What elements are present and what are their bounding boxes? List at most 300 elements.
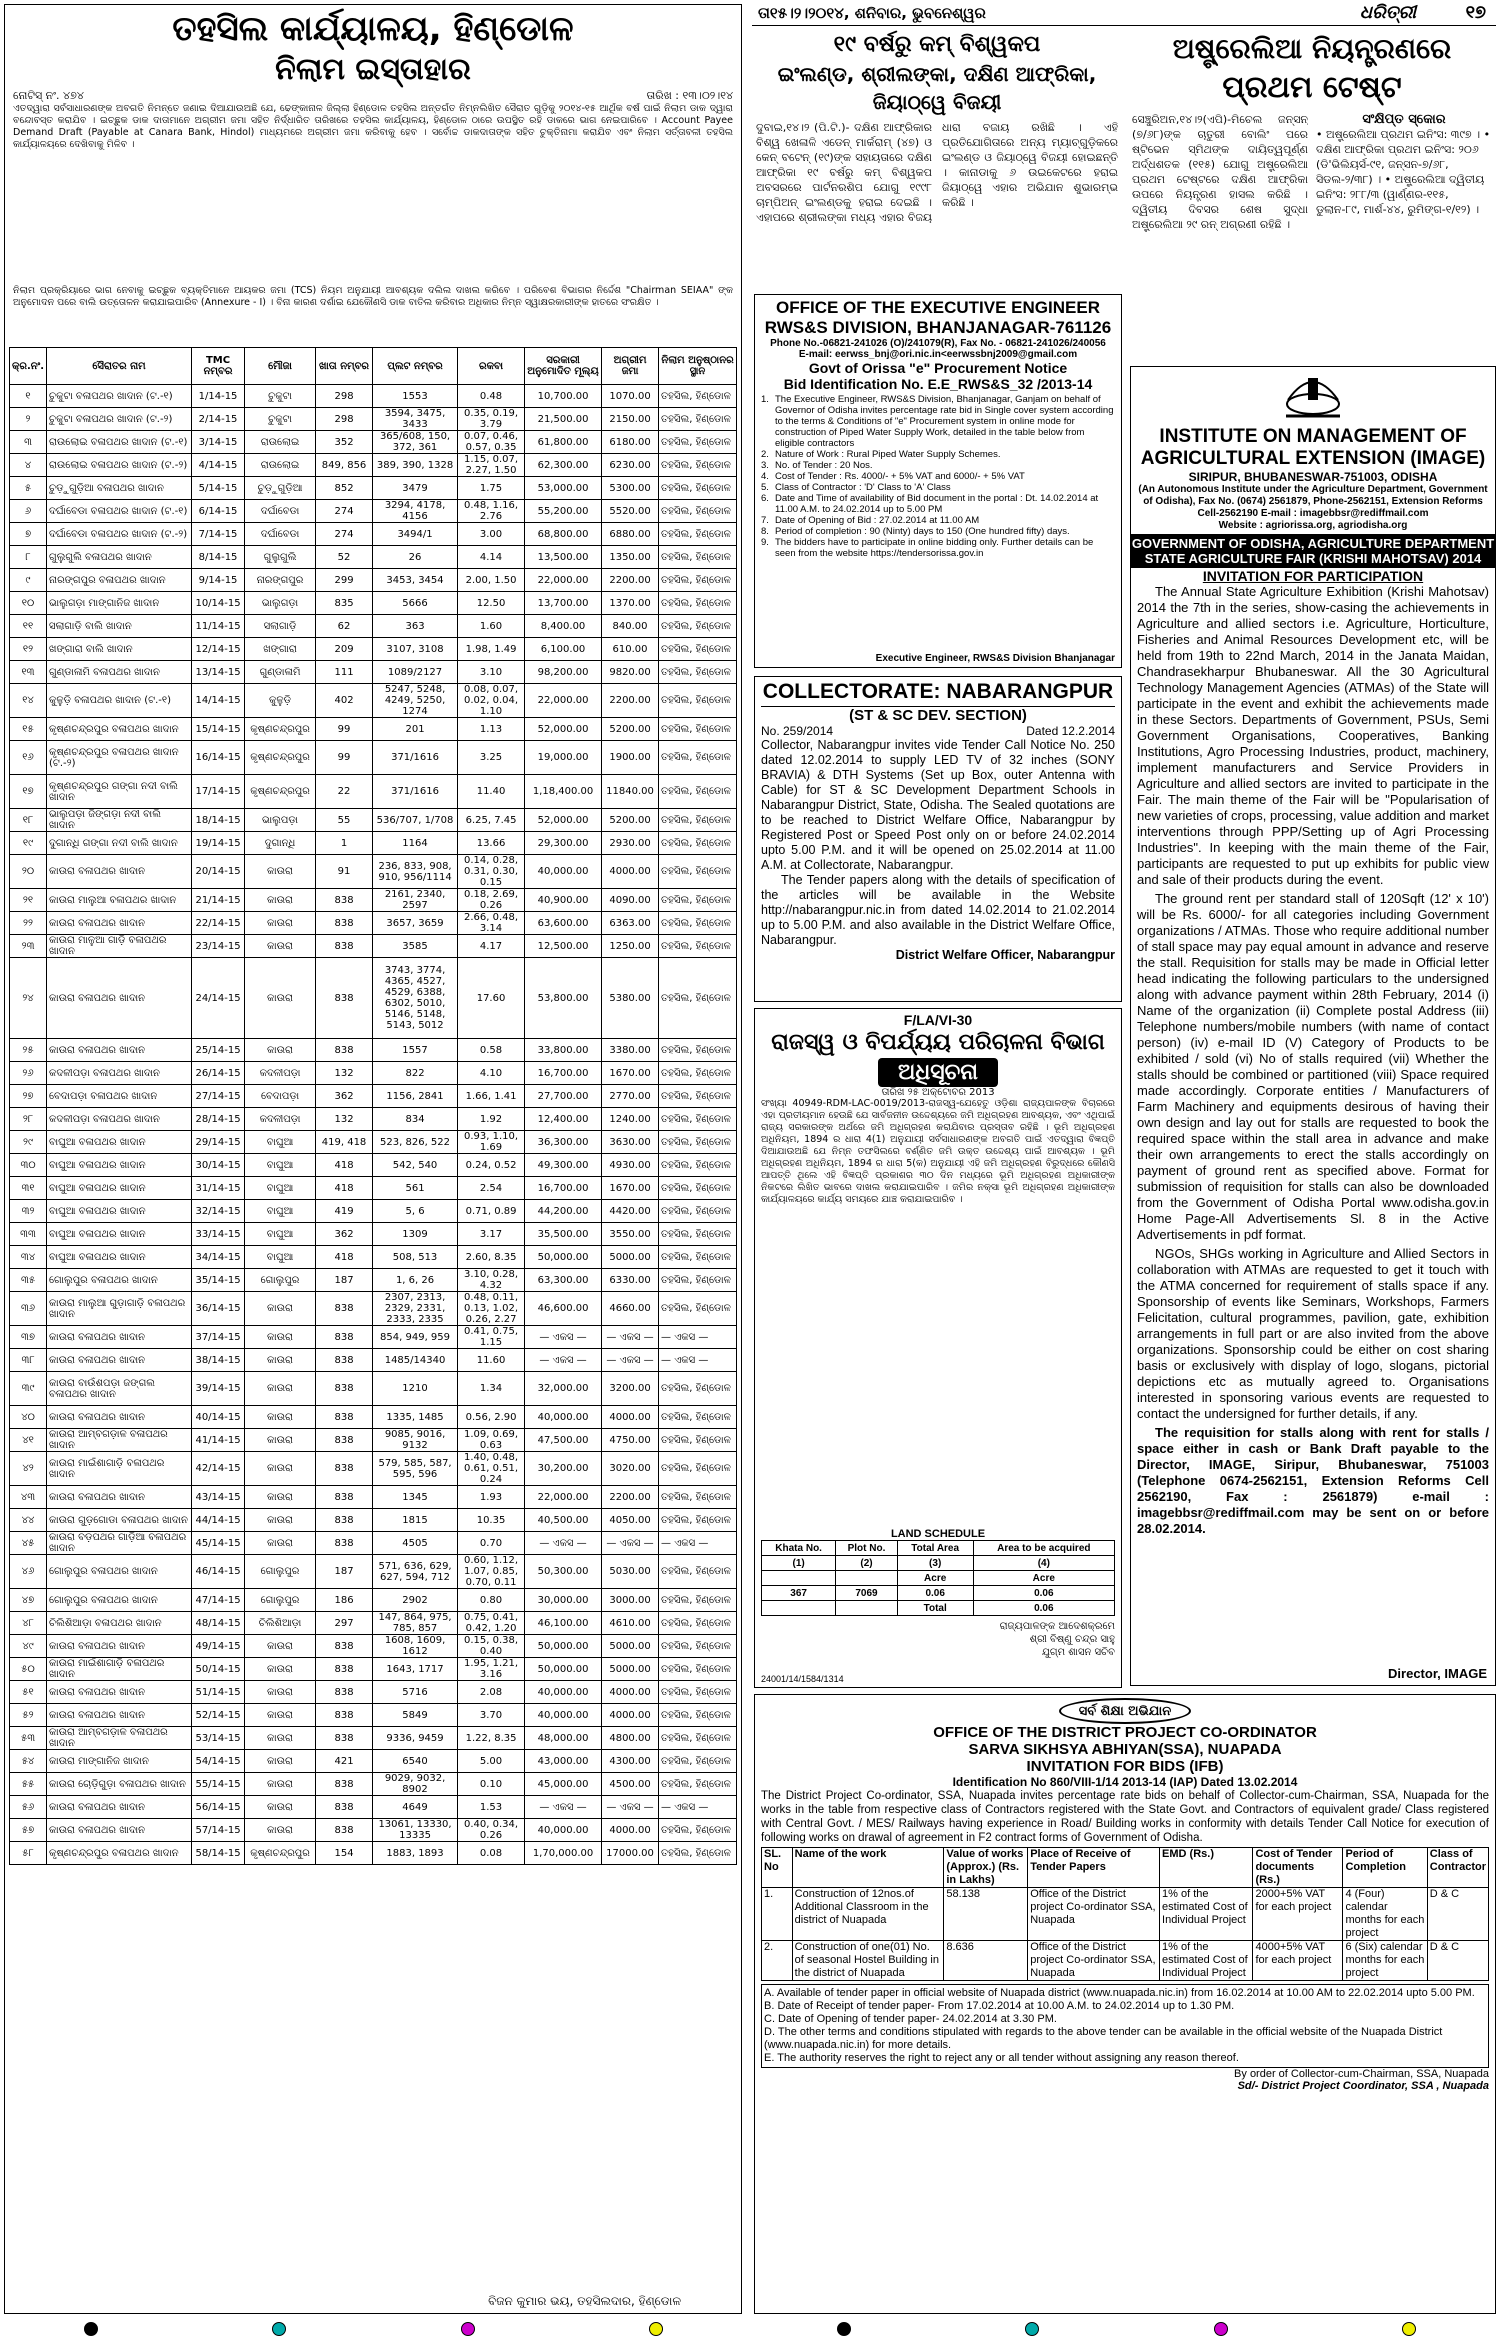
auction-cell: 389, 390, 1328 bbox=[373, 454, 458, 477]
ifb-cell: 1. bbox=[762, 1888, 793, 1941]
rwss-phone: Phone No.-06821-241026 (O)/241079(R), Fax No. - 06821-241026/240056 bbox=[770, 338, 1106, 349]
auction-col-header: କ୍ର.ନଂ. bbox=[10, 348, 47, 385]
auction-cell: 44,200.00 bbox=[525, 1200, 602, 1223]
auction-cell: ୧ bbox=[10, 385, 47, 408]
auction-row bbox=[10, 1406, 737, 1429]
auction-cell: 0.08 bbox=[458, 1842, 525, 1865]
auction-cell: 55,200.00 bbox=[525, 500, 602, 523]
auction-cell: 36/14-15 bbox=[192, 1292, 245, 1326]
auction-cell: ତହସିଲ, ହିଣ୍ଡୋଳ bbox=[659, 500, 737, 523]
auction-cell: 4/14-15 bbox=[192, 454, 245, 477]
auction-cell: ୬ bbox=[10, 500, 47, 523]
ssa-note: E. The authority reserves the right to reject any or all tender without assigning any reason thereof. bbox=[764, 2052, 1239, 2064]
land-schedule-title: LAND SCHEDULE bbox=[890, 1528, 986, 1540]
auction-cell: କାଉରା ବାଉଁଶପଡ଼ା ଜଙ୍ଗଲ ବଳାପଥର ଖାଦାନ bbox=[47, 1372, 192, 1406]
revenue-sign-1: ରାଜ୍ୟପାଳଙ୍କ ଆଦେଶକ୍ରମେ bbox=[999, 1621, 1115, 1632]
land-cell: 0.06 bbox=[973, 1586, 1114, 1601]
auction-cell: 838 bbox=[316, 1532, 373, 1555]
auction-cell: 52 bbox=[316, 546, 373, 569]
auction-row bbox=[10, 1177, 737, 1200]
auction-cell: 2200.00 bbox=[602, 684, 659, 718]
auction-cell: 10,700.00 bbox=[525, 385, 602, 408]
auction-cell: 50/14-15 bbox=[192, 1658, 245, 1681]
auction-cell: 45,000.00 bbox=[525, 1773, 602, 1796]
auction-cell: କାଉରା bbox=[245, 1796, 316, 1819]
auction-row bbox=[10, 1681, 737, 1704]
auction-cell: 0.48, 0.11, 0.13, 1.02, 0.26, 2.27 bbox=[458, 1292, 525, 1326]
auction-cell: 24/14-15 bbox=[192, 958, 245, 1039]
auction-row bbox=[10, 1269, 737, 1292]
auction-cell: 0.48 bbox=[458, 385, 525, 408]
auction-cell: 0.56, 2.90 bbox=[458, 1406, 525, 1429]
auction-cell: ତହସିଲ, ହିଣ୍ଡୋଳ bbox=[659, 1589, 737, 1612]
auction-cell: 1370.00 bbox=[602, 592, 659, 615]
rwss-item-text: Cost of Tender : Rs. 4000/- + 5% VAT and 6000/- + 5% VAT bbox=[775, 471, 1025, 482]
land-cell: 0.06 bbox=[897, 1586, 973, 1601]
auction-cell: 40,000.00 bbox=[525, 1704, 602, 1727]
auction-cell: 838 bbox=[316, 1635, 373, 1658]
auction-cell: ତହସିଲ, ହିଣ୍ଡୋଳ bbox=[659, 1658, 737, 1681]
auction-row bbox=[10, 1589, 737, 1612]
auction-cell: କଦଳୀପଡ଼ା bbox=[245, 1062, 316, 1085]
auction-cell: କାଉରା ବଳାପଥର ଖାଦାନ bbox=[47, 1635, 192, 1658]
auction-cell: 0.41, 0.75, 1.15 bbox=[458, 1326, 525, 1349]
auction-cell: — ଏକସ — bbox=[602, 1796, 659, 1819]
auction-cell: ଦୁଗାନ୍ଧି ଗଙ୍ଗା ନଦୀ ବାଲି ଖାଦାନ bbox=[47, 832, 192, 855]
auction-cell: କୃଷ୍ଣଚନ୍ଦ୍ରପୁର ଗଙ୍ଗା ନଦୀ ବାଲି ଖାଦାନ bbox=[47, 775, 192, 809]
auction-row bbox=[10, 1246, 737, 1269]
auction-cell: ତହସିଲ, ହିଣ୍ଡୋଳ bbox=[659, 1131, 737, 1154]
auction-cell: ୧୦ bbox=[10, 592, 47, 615]
auction-cell: ବାଘୁଆ ବଳାପଥର ଖାଦାନ bbox=[47, 1154, 192, 1177]
auction-cell: 9336, 9459 bbox=[373, 1727, 458, 1750]
issue-date: ତା୧୫।୨।୨୦୧୪, ଶନିବାର, ଭୁବନେଶ୍ୱର bbox=[758, 4, 986, 22]
auction-cell: 1485/14340 bbox=[373, 1349, 458, 1372]
ifb-cell: 58.138 bbox=[944, 1888, 1028, 1941]
auction-cell: 7/14-15 bbox=[192, 523, 245, 546]
auction-col-header: ନିଲାମ ଅନୁଷ୍ଠାନର ସ୍ଥାନ bbox=[659, 348, 737, 385]
auction-cell: ୪୦ bbox=[10, 1406, 47, 1429]
auction-cell: ୧୮ bbox=[10, 809, 47, 832]
auction-col-header: ସୈରାତର ନାମ bbox=[47, 348, 192, 385]
auction-cell: କାଉରା ମାଇଁଶାଗାଡ଼ି ବଳାପଥର ଖାଦାନ bbox=[47, 1452, 192, 1486]
auction-cell: ୩୬ bbox=[10, 1292, 47, 1326]
rwss-item-number: 6. bbox=[761, 493, 769, 504]
auction-cell: 2930.00 bbox=[602, 832, 659, 855]
auction-cell: 53/14-15 bbox=[192, 1727, 245, 1750]
auction-cell: 838 bbox=[316, 1796, 373, 1819]
auction-cell: ତହସିଲ, ହିଣ୍ଡୋଳ bbox=[659, 1372, 737, 1406]
auction-cell: ରାଉଲୋଇ bbox=[245, 431, 316, 454]
auction-cell: ଚୁଡ଼ୁଗୁଡ଼ିଆ ବଳାପଥର ଖାଦାନ bbox=[47, 477, 192, 500]
auction-cell: 17/14-15 bbox=[192, 775, 245, 809]
auction-cell: 838 bbox=[316, 1292, 373, 1326]
auction-cell: ସଲାଗାଡ଼ି ବାଲି ଖାଦାନ bbox=[47, 615, 192, 638]
auction-col-header: ଖାତା ନମ୍ବର bbox=[316, 348, 373, 385]
auction-cell: ବାଘୁଆ ବଳାପଥର ଖାଦାନ bbox=[47, 1131, 192, 1154]
auction-cell: 11.60 bbox=[458, 1349, 525, 1372]
auction-cell: 6.25, 7.45 bbox=[458, 809, 525, 832]
auction-cell: 12,500.00 bbox=[525, 935, 602, 958]
auction-cell: 2/14-15 bbox=[192, 408, 245, 431]
auction-row bbox=[10, 1819, 737, 1842]
auction-cell: 3594, 3475, 3433 bbox=[373, 408, 458, 431]
auction-row bbox=[10, 1842, 737, 1865]
auction-cell: 26/14-15 bbox=[192, 1062, 245, 1085]
auction-cell: ତହସିଲ, ହିଣ୍ଡୋଳ bbox=[659, 523, 737, 546]
land-schedule-table bbox=[761, 1540, 1115, 1616]
auction-cell: କାଉରା bbox=[245, 1727, 316, 1750]
auction-cell: 21/14-15 bbox=[192, 889, 245, 912]
auction-cell: ତହସିଲ, ହିଣ୍ଡୋଳ bbox=[659, 1085, 737, 1108]
rwss-item-number: 1. bbox=[761, 394, 769, 405]
auction-row bbox=[10, 1727, 737, 1750]
auction-cell: 43/14-15 bbox=[192, 1486, 245, 1509]
auction-cell: ତହସିଲ, ହିଣ୍ଡୋଳ bbox=[659, 569, 737, 592]
auction-cell: 852 bbox=[316, 477, 373, 500]
auction-cell: 51/14-15 bbox=[192, 1681, 245, 1704]
auction-cell: 838 bbox=[316, 1727, 373, 1750]
ifb-cell: 6 (Six) calendar months for each project bbox=[1343, 1941, 1427, 1981]
auction-row bbox=[10, 1108, 737, 1131]
rwss-item-number: 8. bbox=[761, 526, 769, 537]
test-headline-1: ଅଷ୍ଟ୍ରେଲିଆ ନିୟନ୍ତ୍ରଣରେ bbox=[1172, 32, 1452, 65]
auction-cell: 12.50 bbox=[458, 592, 525, 615]
auction-cell: ତହସିଲ, ହିଣ୍ଡୋଳ bbox=[659, 1681, 737, 1704]
auction-cell: 56/14-15 bbox=[192, 1796, 245, 1819]
auction-cell: 3657, 3659 bbox=[373, 912, 458, 935]
auction-cell: 1.22, 8.35 bbox=[458, 1727, 525, 1750]
image-body-2: The ground rent per standard stall of 120Sqft (12' x 10') will be Rs. 6000/- for all categories including Government organizations / ATMAs. Those who require additional number of stall space may pay equal amount in advance and reserve the stall. Requisition for stalls may be made in Official letter head indicating the following particulars to the undersigned along with advance payment within 28th February, 2014 (i) Name of the organization (ii) Complete postal Address (iii) Telephone numbers/mobile numbers (with name of contact person) (iv) e-mail ID (V) Category of Products to be exhibited / sold (vi) No of stalls required (vii) Whether the stalls should be combined or partitioned (viii) Space required made accordingly. Corporate entities / Manufacturers of Farm Machinery and equipments desirous of having their own design and lay out for stalls are requested to book the required space within the stall area in advance and make their own arrangements to erect the stalls accordingly on payment of ground rent as specified above. Format for submission of requisition for stalls can also be downloaded from the Government of Odisha Portal www.odisha.gov.in Home Page-All Advertisements Sl. 8 in the Active Advertisements in pdf format. bbox=[1137, 891, 1489, 1242]
auction-cell: 61,800.00 bbox=[525, 431, 602, 454]
auction-cell: କାଉରା ମାଙ୍ଗାନିଜ ଖାଦାନ bbox=[47, 1750, 192, 1773]
auction-cell: 16,700.00 bbox=[525, 1062, 602, 1085]
auction-row bbox=[10, 855, 737, 889]
auction-cell: ୧୭ bbox=[10, 775, 47, 809]
rwss-item-text: Nature of Work : Rural Piped Water Supply Schemes. bbox=[775, 449, 1001, 460]
auction-cell: ତହସିଲ, ହିଣ୍ଡୋଳ bbox=[659, 1555, 737, 1589]
auction-cell: କାଉରା ଆମ୍ବଗଡ଼ାଳ ବଳାପଥର ଖାଦାନ bbox=[47, 1429, 192, 1452]
auction-cell: ୩୧ bbox=[10, 1177, 47, 1200]
auction-col-header: ରକବା bbox=[458, 348, 525, 385]
auction-cell: 62,300.00 bbox=[525, 454, 602, 477]
auction-cell: ୨୫ bbox=[10, 1039, 47, 1062]
auction-cell: କଦଳୀପଡ଼ା bbox=[245, 1108, 316, 1131]
auction-cell: — ଏକସ — bbox=[659, 1532, 737, 1555]
auction-cell: କାଉରା ବଡ଼ପଥର ଗାଡ଼ିଆ ବଳାପଥର ଖାଦାନ bbox=[47, 1532, 192, 1555]
auction-cell: 5000.00 bbox=[602, 1658, 659, 1681]
auction-cell: 542, 540 bbox=[373, 1154, 458, 1177]
auction-row bbox=[10, 385, 737, 408]
auction-cell: 35,500.00 bbox=[525, 1223, 602, 1246]
auction-cell: କାଉରା bbox=[245, 1429, 316, 1452]
auction-cell: ତହସିଲ, ହିଣ୍ଡୋଳ bbox=[659, 1727, 737, 1750]
auction-cell: 5.00 bbox=[458, 1750, 525, 1773]
auction-cell: 2.54 bbox=[458, 1177, 525, 1200]
auction-cell: 29/14-15 bbox=[192, 1131, 245, 1154]
auction-cell: 365/608, 150, 372, 361 bbox=[373, 431, 458, 454]
auction-cell: ଦୁଗାନ୍ଧି bbox=[245, 832, 316, 855]
auction-row bbox=[10, 1429, 737, 1452]
revenue-sign-3: ଯୁଗ୍ମ ଶାସନ ସଚିବ bbox=[1041, 1647, 1115, 1658]
land-total bbox=[762, 1601, 836, 1616]
auction-cell: 838 bbox=[316, 1658, 373, 1681]
ifb-col-header: EMD (Rs.) bbox=[1160, 1848, 1253, 1888]
auction-cell: ଚୁକୁଟା bbox=[245, 385, 316, 408]
rwss-item bbox=[761, 471, 1115, 482]
auction-cell: 418 bbox=[316, 1246, 373, 1269]
auction-cell: 13/14-15 bbox=[192, 661, 245, 684]
auction-cell: 40,000.00 bbox=[525, 1819, 602, 1842]
auction-cell: 0.14, 0.28, 0.31, 0.30, 0.15 bbox=[458, 855, 525, 889]
auction-cell: ଗୋଲୁପୁର bbox=[245, 1269, 316, 1292]
auction-cell: କାଉରା bbox=[245, 1704, 316, 1727]
auction-row bbox=[10, 1796, 737, 1819]
auction-cell: 419, 418 bbox=[316, 1131, 373, 1154]
auction-cell: ସଲାଗାଡ଼ି bbox=[245, 615, 316, 638]
notice-date: ତାରିଖ : ୧୩।୦୨।୧୪ bbox=[646, 89, 733, 102]
auction-cell: 55/14-15 bbox=[192, 1773, 245, 1796]
auction-cell: 4300.00 bbox=[602, 1750, 659, 1773]
auction-cell: 0.08, 0.07, 0.02, 0.04, 1.10 bbox=[458, 684, 525, 718]
auction-cell: କୃଷ୍ଣଚନ୍ଦ୍ରପୁର bbox=[245, 741, 316, 775]
auction-cell: ୫୫ bbox=[10, 1773, 47, 1796]
ssa-note: B. Date of Receipt of tender paper- From 17.02.2014 at 10.00 A.M. to 24.02.2014 up to 1.30 PM. bbox=[764, 2000, 1235, 2012]
auction-cell: ୨ bbox=[10, 408, 47, 431]
auction-cell: 4000.00 bbox=[602, 1681, 659, 1704]
auction-row bbox=[10, 1085, 737, 1108]
ifb-col-header: Cost of Tender documents (Rs.) bbox=[1253, 1848, 1343, 1888]
auction-cell: 0.60, 1.12, 1.07, 0.85, 0.70, 0.11 bbox=[458, 1555, 525, 1589]
auction-cell: 0.93, 1.10, 1.69 bbox=[458, 1131, 525, 1154]
auction-cell: ଚୁକୁଟା bbox=[245, 408, 316, 431]
auction-cell: ଦର୍ଘାବେଡା ବଳାପଥର ଖାଦାନ (ଟ.-୨) bbox=[47, 523, 192, 546]
auction-cell: ତହସିଲ, ହିଣ୍ଡୋଳ bbox=[659, 1154, 737, 1177]
auction-cell: 22,000.00 bbox=[525, 1486, 602, 1509]
auction-cell: 5/14-15 bbox=[192, 477, 245, 500]
ssa-title-3: INVITATION FOR BIDS (IFB) bbox=[1026, 1758, 1224, 1775]
auction-cell: ୫୬ bbox=[10, 1796, 47, 1819]
auction-cell: 4800.00 bbox=[602, 1727, 659, 1750]
auction-cell: 3630.00 bbox=[602, 1131, 659, 1154]
land-idx: (2) bbox=[836, 1556, 897, 1571]
auction-row bbox=[10, 1704, 737, 1727]
auction-cell: କାଉରା bbox=[245, 1292, 316, 1326]
collectorate-no: No. 259/2014 bbox=[761, 724, 834, 738]
auction-cell: 838 bbox=[316, 889, 373, 912]
auction-cell: ୨୦ bbox=[10, 855, 47, 889]
auction-cell: 299 bbox=[316, 569, 373, 592]
auction-cell: କାଉରା ମାଳୁଆ ଗାଡ଼ି ବଳାପଥର ଖାଦାନ bbox=[47, 935, 192, 958]
auction-col-header: ଅଗ୍ରୀମ ଜମା bbox=[602, 348, 659, 385]
auction-cell: ୧୧ bbox=[10, 615, 47, 638]
auction-cell: ଚୁକୁଟା ବଳାପଥର ଖାଦାନ (ଟ.-୧) bbox=[47, 385, 192, 408]
auction-cell: 840.00 bbox=[602, 615, 659, 638]
auction-cell: 17000.00 bbox=[602, 1842, 659, 1865]
ifb-table bbox=[761, 1847, 1489, 1981]
ssa-note: D. The other terms and conditions stipulated with regards to the above tender can be available in the official website of the Nuapada District (www.nuapada.nic.in) for more details. bbox=[764, 2026, 1443, 2051]
auction-cell: 1.15, 0.07, 2.27, 1.50 bbox=[458, 454, 525, 477]
registration-mark-icon bbox=[1025, 2322, 1039, 2336]
auction-cell: 274 bbox=[316, 500, 373, 523]
auction-cell: ତହସିଲ, ହିଣ୍ଡୋଳ bbox=[659, 1292, 737, 1326]
ssa-notice bbox=[754, 1694, 1496, 2314]
auction-row bbox=[10, 1200, 737, 1223]
auction-cell: 5666 bbox=[373, 592, 458, 615]
auction-cell: ୨୪ bbox=[10, 958, 47, 1039]
revenue-subtitle: ଅଧିସୂଚନା bbox=[878, 1058, 998, 1087]
cricket-headline-2: ଇଂଲଣ୍ଡ, ଶ୍ରୀଲଙ୍କା, ଦକ୍ଷିଣ ଆଫ୍ରିକା, ଜିୟାଠ୍ୱେ ବିଜୟୀ bbox=[777, 62, 1097, 114]
auction-cell: 1.92 bbox=[458, 1108, 525, 1131]
auction-cell: ଗୋଲୁପୁର ବଳାପଥର ଖାଦାନ bbox=[47, 1589, 192, 1612]
auction-cell: 236, 833, 908, 910, 956/1114 bbox=[373, 855, 458, 889]
auction-cell: କାଉରା bbox=[245, 1681, 316, 1704]
land-unit: Acre bbox=[973, 1571, 1114, 1586]
image-address: SIRIPUR, BHUBANESWAR-751003, ODISHA bbox=[1188, 470, 1438, 484]
auction-cell: 352 bbox=[316, 431, 373, 454]
auction-cell: ତହସିଲ, ହିଣ୍ଡୋଳ bbox=[659, 1612, 737, 1635]
auction-row bbox=[10, 1372, 737, 1406]
auction-cell: ତହସିଲ, ହିଣ୍ଡୋଳ bbox=[659, 638, 737, 661]
auction-cell: — ଏକସ — bbox=[525, 1796, 602, 1819]
auction-cell: 3/14-15 bbox=[192, 431, 245, 454]
rwss-item-number: 4. bbox=[761, 471, 769, 482]
auction-cell: 418 bbox=[316, 1177, 373, 1200]
auction-header-row bbox=[10, 348, 737, 385]
auction-row bbox=[10, 1154, 737, 1177]
image-autonomous: (An Autonomous Institute under the Agriculture Department, Government of Odisha), Fax No. (0674) 2561879, Phone-2562151, Extension Reforms Cell-2562190 E-mail : imagebbsr@rediffmail.com bbox=[1138, 484, 1488, 519]
rwss-title-2: RWS&S DIVISION, BHANJANAGAR-761126 bbox=[764, 318, 1112, 337]
test-body: ସେଞ୍ଚୁରିଅନ,୧୪।୨(ଏପି)-ମିଚେଲ ଜନ୍‌ସନ୍ (୭/୬୮)ଙ୍କ ଚାତୁରୀ ବୋଲିଂ ପରେ ଷ୍ଟିଭେନ ସ୍ମିଥଙ୍କ ଦାୟିତ୍ୱପୂର୍ଣ୍ଣ ଅର୍ଦ୍ଧଶତକ (୧୧୫) ଯୋଗୁ ଅଷ୍ଟ୍ରେଲିଆ ପ୍ରଥମ ଟେଷ୍ଟରେ ଦକ୍ଷିଣ ଆଫ୍ରିକା ଉପରେ ନିୟନ୍ତ୍ରଣ ହାସଲ କରିଛି । ଦ୍ୱିତୀୟ ଦିବସର ଶେଷ ସୁଦ୍ଧା ଅଷ୍ଟ୍ରେଲିଆ ୨୯ ରନ୍ ଅଗ୍ରଣୀ ରହିଛି । bbox=[1132, 113, 1308, 231]
auction-cell: କାଉରା ବଳାପଥର ଖାଦାନ bbox=[47, 1681, 192, 1704]
auction-cell: ୫ bbox=[10, 477, 47, 500]
auction-cell: ୧୫ bbox=[10, 718, 47, 741]
test-headline-2: ପ୍ରଥମ ଟେଷ୍ଟ bbox=[1222, 70, 1402, 105]
auction-cell: 3107, 3108 bbox=[373, 638, 458, 661]
auction-cell: ଦର୍ଘାବେଡା ବଳାପଥର ଖାଦାନ (ଟ.-୧) bbox=[47, 500, 192, 523]
auction-cell: 3453, 3454 bbox=[373, 569, 458, 592]
auction-cell: 838 bbox=[316, 912, 373, 935]
rwss-item-text: Period of completion : 90 (Ninty) days to 150 (One hundred fifty) days. bbox=[775, 526, 1070, 537]
auction-cell: ଗୋଲୁପୁର bbox=[245, 1589, 316, 1612]
auction-cell: 15/14-15 bbox=[192, 718, 245, 741]
auction-cell: 835 bbox=[316, 592, 373, 615]
revenue-notice bbox=[754, 1008, 1122, 1688]
auction-cell: ୪୪ bbox=[10, 1509, 47, 1532]
auction-cell: 132 bbox=[316, 1108, 373, 1131]
ssa-title-2: SARVA SIKHSYA ABHIYAN(SSA), NUAPADA bbox=[968, 1741, 1282, 1758]
auction-row bbox=[10, 809, 737, 832]
auction-cell: — ଏକସ — bbox=[525, 1326, 602, 1349]
auction-row bbox=[10, 477, 737, 500]
auction-cell: 6880.00 bbox=[602, 523, 659, 546]
auction-cell: 419 bbox=[316, 1200, 373, 1223]
collectorate-section: (ST & SC DEV. SECTION) bbox=[849, 707, 1027, 724]
auction-cell: 1350.00 bbox=[602, 546, 659, 569]
auction-cell: ରାଉଲୋଇ ବଳାପଥର ଖାଦାନ (ଟ.-୨) bbox=[47, 454, 192, 477]
auction-cell: କାଉରା bbox=[245, 855, 316, 889]
auction-cell: 0.18, 2.69, 0.26 bbox=[458, 889, 525, 912]
auction-cell: ତହସିଲ, ହିଣ୍ଡୋଳ bbox=[659, 1269, 737, 1292]
auction-cell: 371/1616 bbox=[373, 741, 458, 775]
auction-row bbox=[10, 1509, 737, 1532]
ssa-note: A. Available of tender paper in official website of Nuapada district (www.nuapada.nic.in) from 16.02.2014 at 10.00 AM to 22.02.2014 upto 5.00 PM. bbox=[764, 1987, 1475, 1999]
auction-cell: 3294, 4178, 4156 bbox=[373, 500, 458, 523]
auction-cell: 46,100.00 bbox=[525, 1612, 602, 1635]
auction-cell: 838 bbox=[316, 958, 373, 1039]
ifb-cell: 2. bbox=[762, 1941, 793, 1981]
auction-cell: ଚିଲିଶିଆଡ଼ା bbox=[245, 1612, 316, 1635]
registration-mark-icon bbox=[461, 2322, 475, 2336]
auction-cell: 371/1616 bbox=[373, 775, 458, 809]
land-idx: (3) bbox=[897, 1556, 973, 1571]
rwss-item-text: Date and Time of availability of Bid document in the portal : Dt. 14.02.2014 at 11.00 A.M. to 24.02.2014 up to 5.00 PM bbox=[775, 493, 1099, 515]
auction-cell: 6,100.00 bbox=[525, 638, 602, 661]
auction-cell: ଚିଲିଶିଆଡ଼ା ବଳାପଥର ଖାଦାନ bbox=[47, 1612, 192, 1635]
auction-cell: ୩୮ bbox=[10, 1349, 47, 1372]
rwss-item-text: No. of Tender : 20 Nos. bbox=[775, 460, 873, 471]
auction-cell: 32,000.00 bbox=[525, 1372, 602, 1406]
auction-row bbox=[10, 1532, 737, 1555]
auction-cell: 0.10 bbox=[458, 1773, 525, 1796]
auction-cell: ଖଙ୍ଗାରା bbox=[245, 638, 316, 661]
auction-cell: 33/14-15 bbox=[192, 1223, 245, 1246]
auction-cell: ବାଘୁଆ ବଳାପଥର ଖାଦାନ bbox=[47, 1177, 192, 1200]
auction-cell: ତହସିଲ, ହିଣ୍ଡୋଳ bbox=[659, 958, 737, 1039]
auction-cell: କାଉରା bbox=[245, 1406, 316, 1429]
auction-cell: 610.00 bbox=[602, 638, 659, 661]
auction-cell: 4750.00 bbox=[602, 1429, 659, 1452]
auction-cell: ୫୨ bbox=[10, 1704, 47, 1727]
image-title-1: INSTITUTE ON MANAGEMENT OF bbox=[1159, 426, 1467, 447]
auction-cell: — ଏକସ — bbox=[525, 1532, 602, 1555]
auction-cell: ତହସିଲ, ହିଣ୍ଡୋଳ bbox=[659, 546, 737, 569]
auction-cell: ବାଘୁଆ bbox=[245, 1177, 316, 1200]
auction-cell: 2.60, 8.35 bbox=[458, 1246, 525, 1269]
auction-cell: କାଉରା bbox=[245, 889, 316, 912]
auction-cell: ୫୦ bbox=[10, 1658, 47, 1681]
auction-row bbox=[10, 431, 737, 454]
auction-cell: 838 bbox=[316, 1704, 373, 1727]
auction-cell: 4660.00 bbox=[602, 1292, 659, 1326]
auction-cell: 854, 949, 959 bbox=[373, 1326, 458, 1349]
rwss-item bbox=[761, 460, 1115, 471]
ifb-col-header: Class of Contractor bbox=[1427, 1848, 1488, 1888]
auction-cell: 4.17 bbox=[458, 935, 525, 958]
auction-cell: କୁଳୁଡ଼ି bbox=[245, 684, 316, 718]
auction-cell: 4000.00 bbox=[602, 855, 659, 889]
tahasil-body-2: ନିଲାମ ପ୍ରକ୍ରିୟାରେ ଭାଗ ନେବାକୁ ଇଚ୍ଛୁକ ବ୍ୟକ୍ତିମାନେ ଆୟକର ଜମା (TCS) ନିୟମ ଅନୁଯାୟୀ ଆବଶ୍ୟକ ଦଲିଲ ଦାଖଲ କରିବେ । ପରିବେଶ ବିଭାଗର ନିର୍ଦ୍ଦେଶ "Chairman SEIAA" ଙ୍କ ଅନୁମୋଦନ ପରେ ବାଲି ଉତ୍ତୋଳନ କରାଯାଇପାରିବ (Annexure - I) । ବିନା କାରଣ ଦର୍ଶାଇ ଯେକୌଣସି ଡାକ ବାତିଲ କରିବାର ଅଧିକାର ନିମ୍ନ ସ୍ୱାକ୍ଷରକାରୀଙ୍କ ହାତରେ ସଂରକ୍ଷିତ । bbox=[13, 285, 733, 308]
auction-cell: 20/14-15 bbox=[192, 855, 245, 889]
rwss-item bbox=[761, 493, 1115, 515]
auction-cell: କାଉରା bbox=[245, 1326, 316, 1349]
auction-cell: ୪୨ bbox=[10, 1452, 47, 1486]
auction-cell: 2.08 bbox=[458, 1681, 525, 1704]
auction-cell: ୩୨ bbox=[10, 1200, 47, 1223]
ifb-cell: 4 (Four) calendar months for each project bbox=[1343, 1888, 1427, 1941]
auction-cell: 2902 bbox=[373, 1589, 458, 1612]
auction-cell: ଭାଲୁପଡ଼ା bbox=[245, 809, 316, 832]
rwss-item-text: Class of Contractor : 'D' Class to 'A' Class bbox=[775, 482, 951, 493]
land-head-plot: Plot No. bbox=[836, 1541, 897, 1556]
auction-cell: ତହସିଲ, ହିଣ୍ଡୋଳ bbox=[659, 592, 737, 615]
auction-cell: 2200.00 bbox=[602, 1486, 659, 1509]
auction-cell: 22,000.00 bbox=[525, 684, 602, 718]
auction-cell: କାଉରା ବଳାପଥର ଖାଦାନ bbox=[47, 1486, 192, 1509]
auction-cell: 838 bbox=[316, 1349, 373, 1372]
ssa-ident: Identification No 860/VIII-1/14 2013-14 (IAP) Dated 13.02.2014 bbox=[952, 1775, 1298, 1789]
image-band-1: GOVERNMENT OF ODISHA, AGRICULTURE DEPARTMENT bbox=[1131, 536, 1495, 551]
